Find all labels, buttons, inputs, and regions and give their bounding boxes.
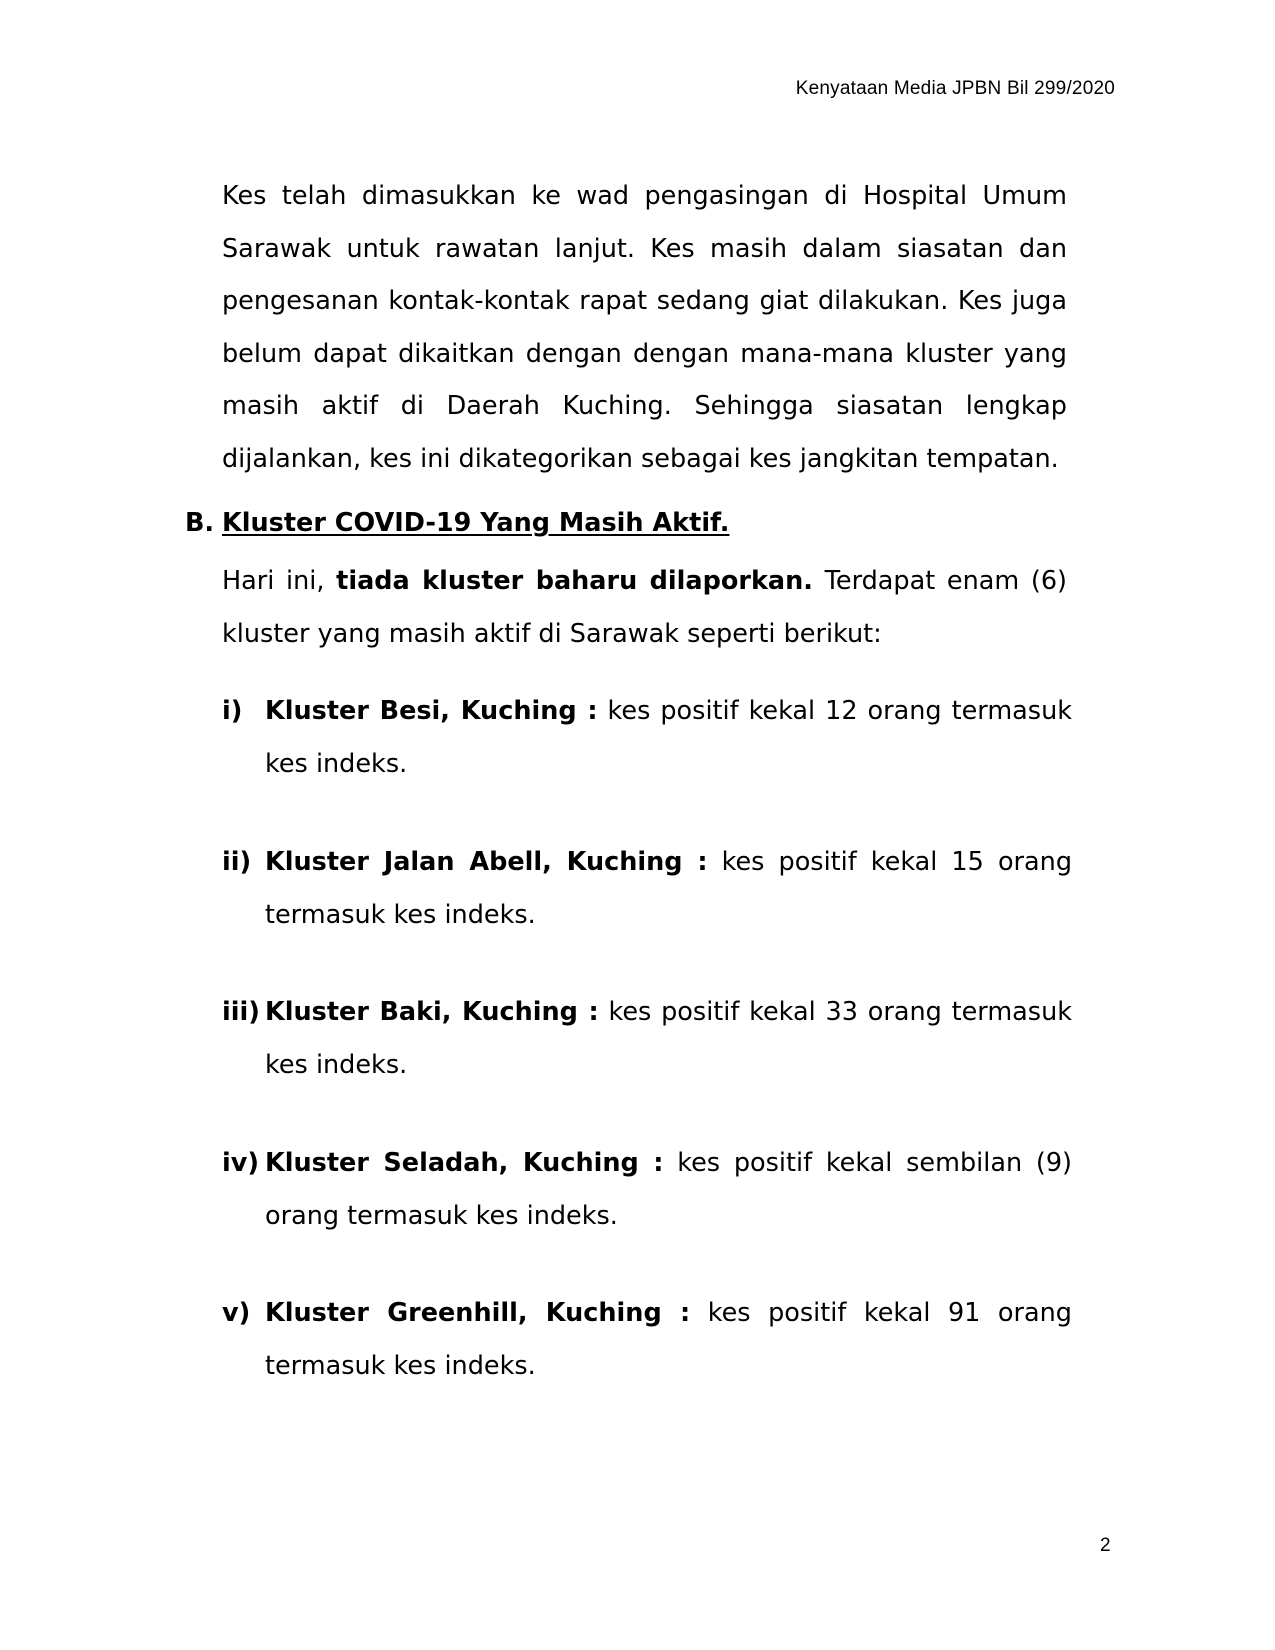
section-letter: B. <box>185 508 215 538</box>
cluster-name: Kluster Greenhill, Kuching : <box>265 1298 691 1328</box>
list-item <box>222 836 1072 941</box>
list-body <box>265 1287 1072 1392</box>
section-title: Kluster COVID-19 Yang Masih Aktif. <box>222 508 730 538</box>
cluster-name: Kluster Besi, Kuching : <box>265 696 598 726</box>
list-body <box>265 1137 1072 1242</box>
list-number: i) <box>222 696 243 726</box>
list-item <box>222 1287 1072 1392</box>
list-body <box>265 836 1072 941</box>
cluster-detail: kes positif kekal 91 orang termasuk kes indeks. <box>265 1298 1072 1381</box>
intro-paragraph: Kes telah dimasukkan ke wad pengasingan di Hospital Umum Sarawak untuk rawatan lanjut. Kes masih dalam siasatan dan pengesanan kontak-kontak rapat sedang giat dilakukan. Kes juga belum dapat dikaitkan dengan dengan mana-mana kluster yang masih aktif di Daerah Kuching. Sehingga siasatan lengkap dijalankan, kes ini dikategorikan sebagai kes jangkitan tempatan. <box>222 181 1067 474</box>
list-number: v) <box>222 1298 251 1328</box>
cluster-detail: kes positif kekal sembilan (9) orang termasuk kes indeks. <box>265 1148 1072 1231</box>
summary-suffix: Terdapat enam (6) kluster yang masih aktif di Sarawak seperti berikut: <box>222 566 1067 649</box>
cluster-detail: kes positif kekal 33 orang termasuk kes indeks. <box>265 997 1072 1080</box>
list-item <box>222 986 1072 1091</box>
list-number: iii) <box>222 997 260 1027</box>
cluster-detail: kes positif kekal 12 orang termasuk kes indeks. <box>265 696 1072 779</box>
list-number: ii) <box>222 847 252 877</box>
page-number: 2 <box>1100 1535 1111 1556</box>
list-body <box>265 685 1072 790</box>
list-item <box>222 685 1072 790</box>
cluster-detail: kes positif kekal 15 orang termasuk kes indeks. <box>265 847 1072 930</box>
summary-prefix: Hari ini, <box>222 566 337 596</box>
summary-highlight: tiada kluster baharu dilaporkan. <box>336 566 813 596</box>
list-body <box>265 986 1072 1091</box>
cluster-name: Kluster Baki, Kuching : <box>265 997 599 1027</box>
section-heading <box>185 508 729 538</box>
list-item <box>222 1137 1072 1242</box>
section-summary <box>222 555 1067 660</box>
document-reference: Kenyataan Media JPBN Bil 299/2020 <box>795 78 1115 99</box>
list-number: iv) <box>222 1148 260 1178</box>
cluster-name: Kluster Jalan Abell, Kuching : <box>265 847 708 877</box>
cluster-name: Kluster Seladah, Kuching : <box>265 1148 664 1178</box>
